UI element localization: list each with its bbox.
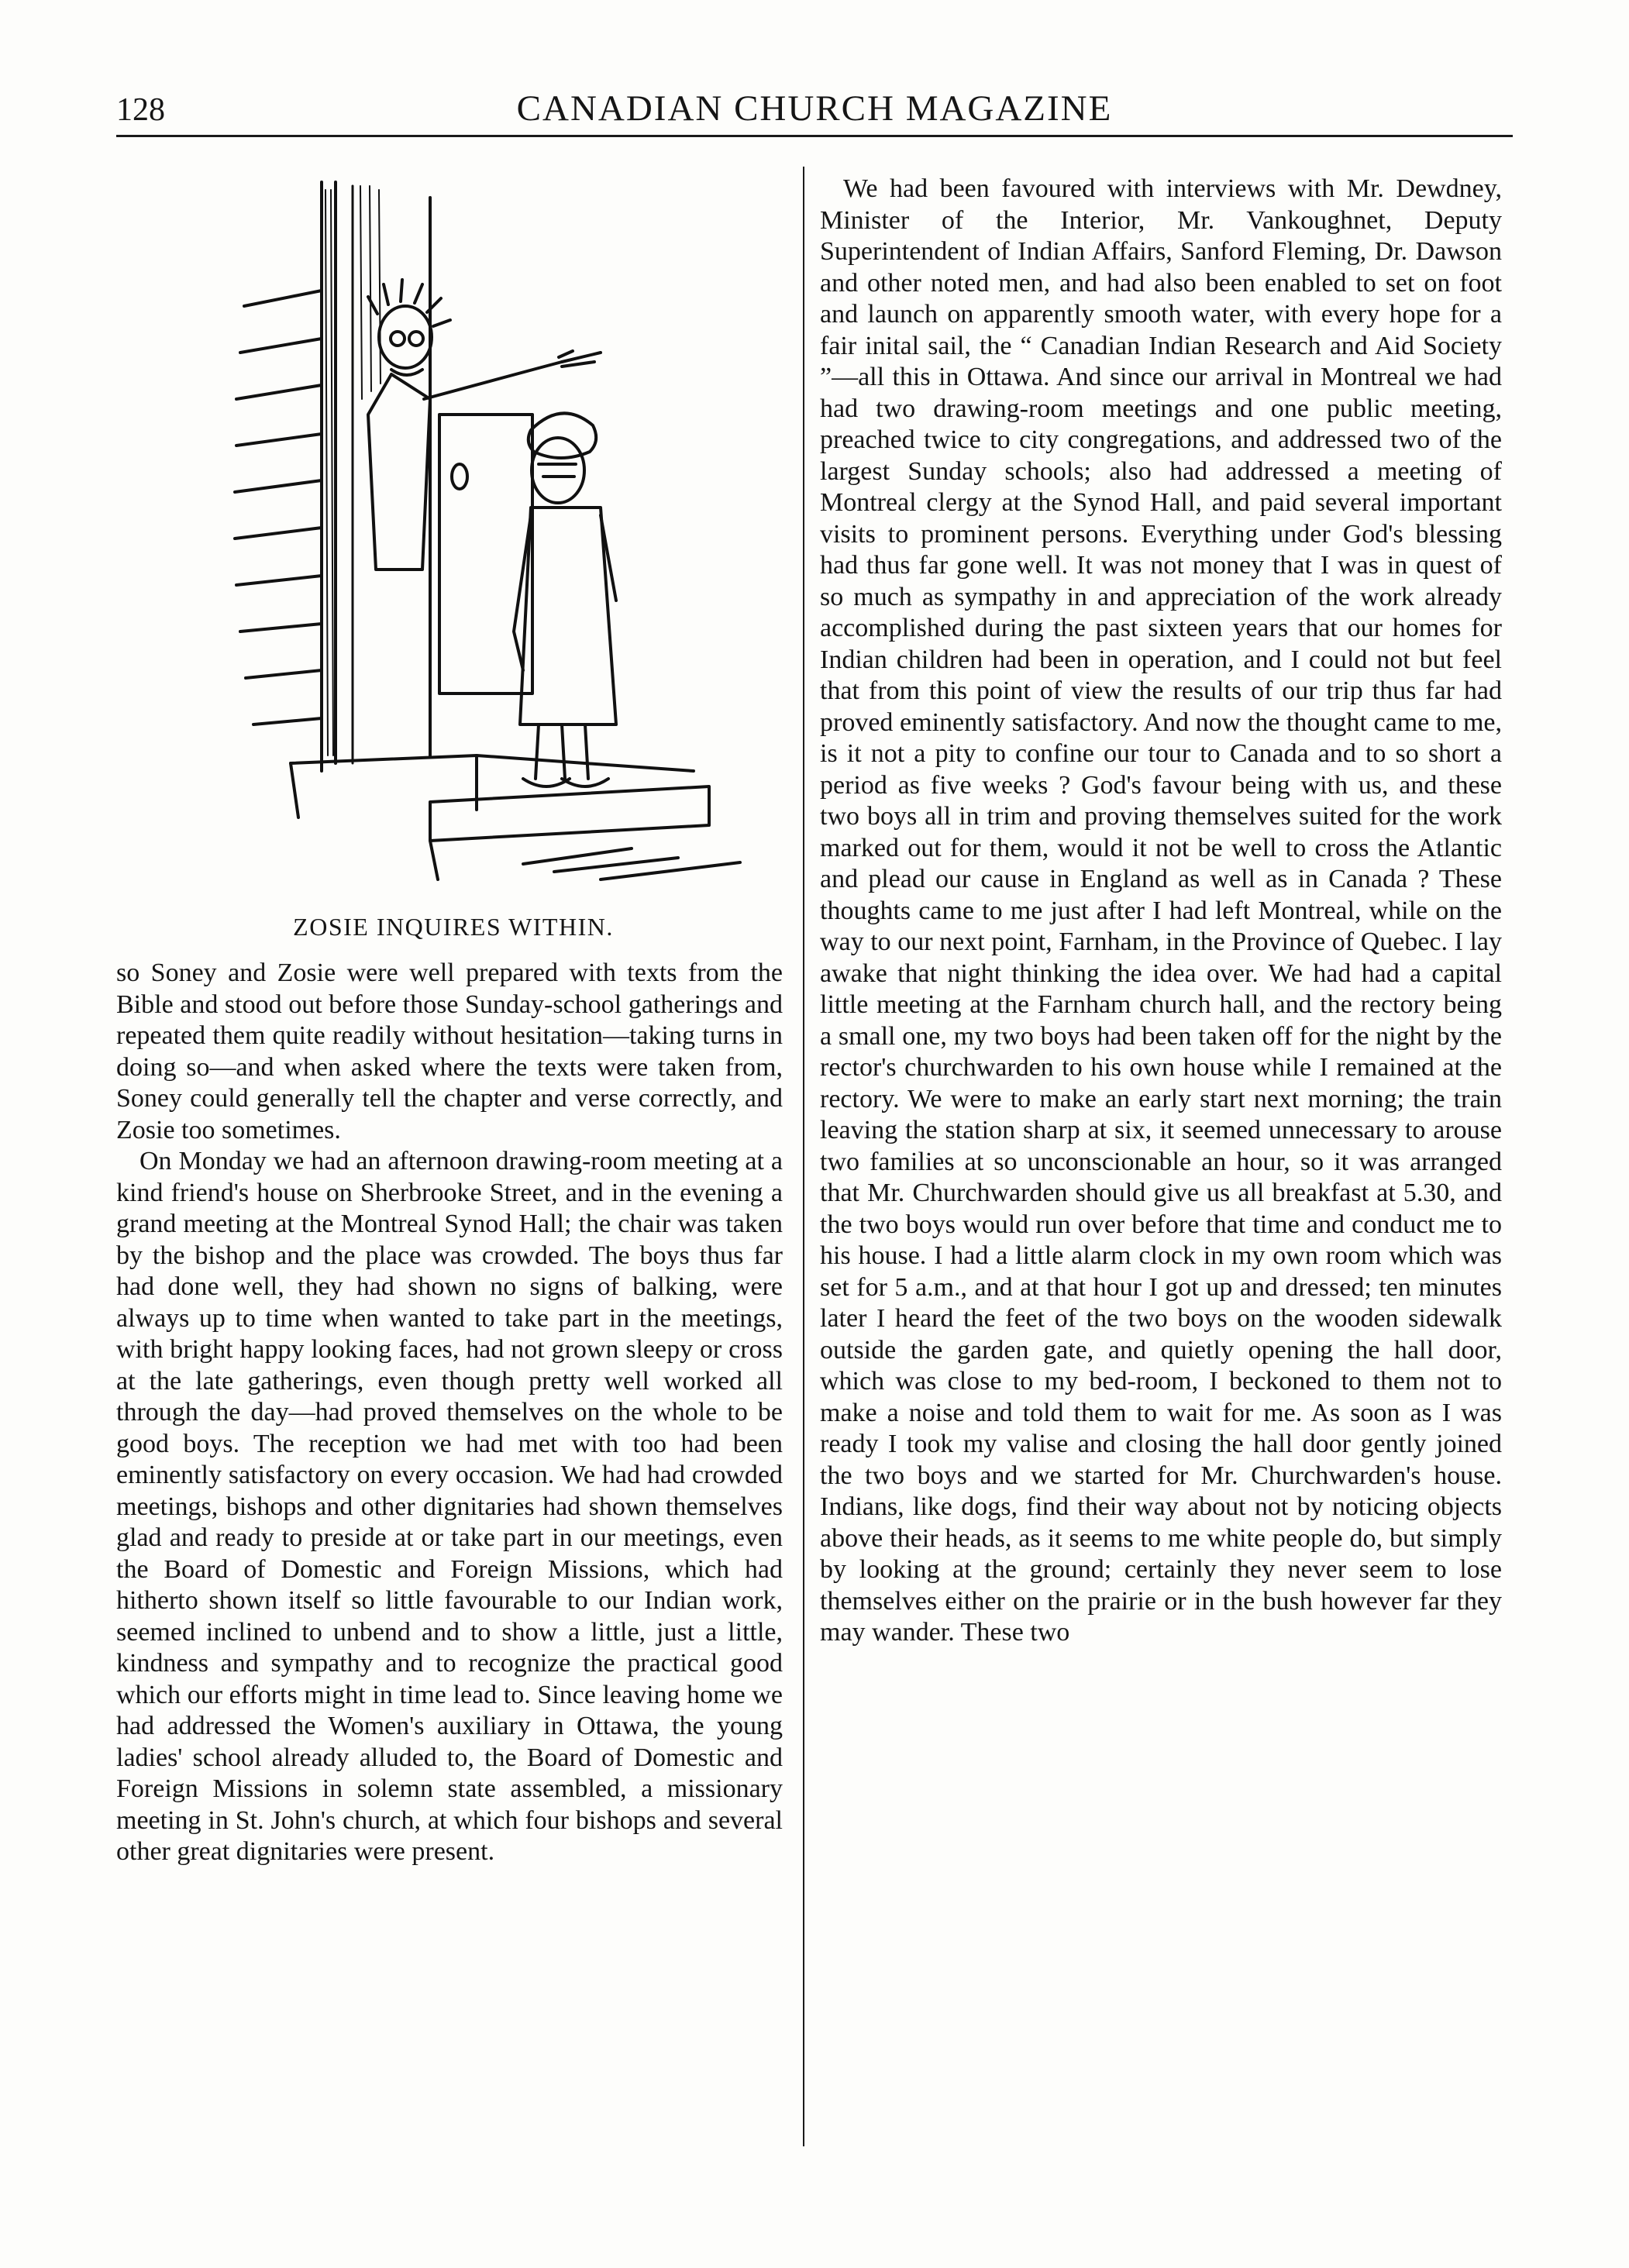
door-steps	[291, 755, 740, 879]
right-text-column	[820, 174, 1502, 1649]
column-divider	[803, 167, 804, 2146]
left-paragraph: so Soney and Zosie were well prepared with texts from the Bible and stood out before those Sunday-school gatherings and repeated them quite readily without hesitation—taking turns in doing so—and when asked where the texts were taken from, Soney could generally tell the chapter and verse correctly, and Zosie too sometimes.	[116, 958, 783, 1144]
page-number: 128	[116, 92, 165, 128]
left-text-column	[116, 958, 783, 1868]
header-rule	[116, 135, 1513, 137]
left-paragraph: On Monday we had an afternoon drawing-room meeting at a kind friend's house on Sherbrooke Street, and in the evening a grand meeting at the Montreal Synod Hall; the chair was taken by the bishop and the place was crowded. The boys thus far had done well, they had shown no signs of balking, were always up to time when wanted to take part in the meetings, with bright happy looking faces, had not grown sleepy or cross at the late gatherings, even though pretty well worked all through the day—had proved themselves on the whole to be good boys. The reception we had met with too had been eminently satisfactory on every occasion. We had had crowded meetings, bishops and other dignitaries had shown themselves glad and ready to preside at or take part in our meetings, even the Board of Domestic and Foreign Missions, which had hitherto shown itself so little favourable to our Indian work, seemed inclined to unbend and to show a little, just a little, kindness and sympathy and to recognize the practical good which our efforts might in time lead to. Since leaving home we had addressed the Women's auxiliary in Ottawa, the young ladies' school already alluded to, the Board of Domestic and Foreign Missions in solemn state assembled, a missionary meeting in St. John's church, at which four bishops and several other great dignitaries were present.	[116, 1147, 783, 1866]
siding-lines	[235, 291, 322, 724]
running-title: CANADIAN CHURCH MAGAZINE	[516, 88, 1113, 129]
illustration-zosie-at-door	[198, 167, 787, 895]
figure-in-doorway	[368, 280, 601, 570]
figure-zosie	[514, 413, 616, 786]
door-panel	[430, 198, 532, 755]
right-paragraph: We had been favoured with interviews with Mr. Dewdney, Minister of the Interior, Mr. Vankoughnet, Deputy Superintendent of Indian Affairs, Sanford Fleming, Dr. Dawson and other noted men, and had also been enabled to set on foot and launch on apparently smooth water, with every hope for a fair inital sail, the “ Canadian Indian Research and Aid Society ”—all this in Ottawa. And since our arrival in Montreal we had had two drawing-room meetings and one public meeting, preached twice to city congregations, and addressed two of the largest Sunday schools; also had addressed a meeting of Montreal clergy at the Synod Hall, and paid several important visits to prominent persons. Everything under God's blessing had thus far gone well. It was not money that I was in quest of so much as sympathy in and appreciation of the work already accomplished during the past sixteen years that our homes for Indian children had been in operation, and I could not but feel that from this point of view the results of our trip thus far had proved eminently satisfactory. And now the thought came to me, is it not a pity to confine our tour to Canada and to so short a period as five weeks ? God's favour being with us, and these two boys all in trim and proving themselves suited for the work marked out for them, would it not be well to cross the Atlantic and plead our cause in England as well as in Canada ? These thoughts came to me just after I had left Montreal, while on the way to our next point, Farnham, in the Province of Quebec. I lay awake that night thinking the idea over. We had had a capital little meeting at the Farnham church hall, and the rectory being a small one, my two boys had been taken off for the night by the rector's churchwarden to his own house while I remained at the rectory. We were to make an early start next morning; the train leaving the station sharp at six, it seemed unnecessary to arouse two families at so unconscionable an hour, so it was arranged that Mr. Churchwarden should give us all breakfast at 5.30, and the two boys would run over before that time and conduct me to his house. I had a little alarm clock in my own room which was set for 5 a.m., and at that hour I got up and dressed; ten minutes later I heard the feet of the two boys on the wooden sidewalk outside the garden gate, and quietly opening the hall door, which was close to my bed-room, I beckoned to them not to make a noise and told them to wait for me. As soon as I was ready I took my valise and closing the hall door gently joined the two boys and we started for Mr. Churchwarden's house. Indians, like dogs, find their way about not by noticing objects above their heads, as it seems to me white people do, but simply by looking at the ground; certainly they never seem to lose themselves either on the prairie or in the bush however far they may wander. These two	[820, 174, 1502, 1647]
illustration-caption: ZOSIE INQUIRES WITHIN.	[293, 913, 614, 941]
